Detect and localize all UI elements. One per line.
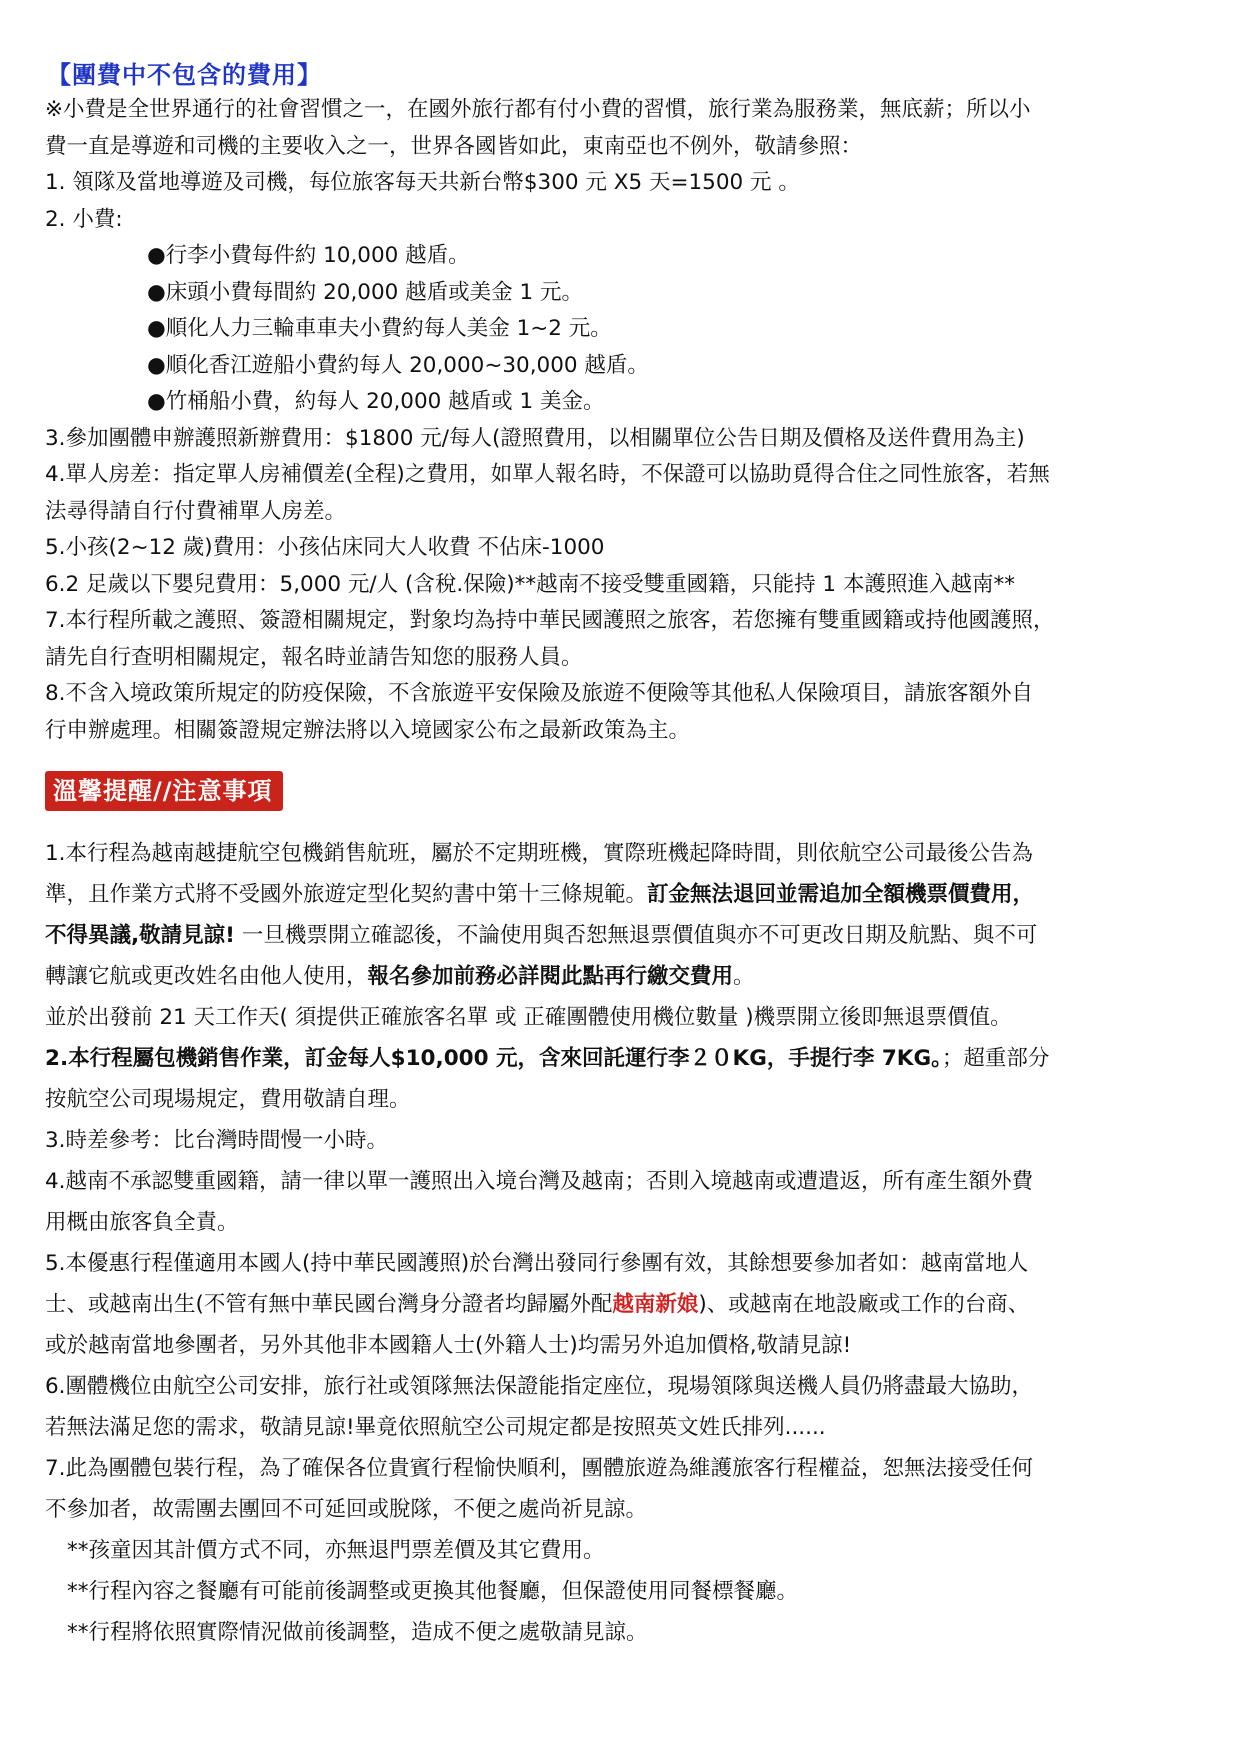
eligibility-line-end: 或於越南當地參團者，另外其他非本國籍人士(外籍人士)均需另外追加價格,敬請見諒! [45,1333,852,1358]
dual-nationality-line-cont: 用概由旅客負全責。 [45,1210,239,1235]
insurance-item-cont: 行申辦處理。相關簽證規定辦法將以入境國家公布之最新政策為主。 [45,717,691,743]
deposit-baggage-text: 訂金每人$10,000 元，含來回託運行李２０KG，手提行李 7KG。 [304,1046,942,1071]
package-tour-line: 7.此為團體包裝行程，為了確保各位貴賓行程愉快順利，團體旅遊為維護旅客行程權益，恕無法接受任何 [45,1456,1034,1481]
tip-bullet-basket-boat: ●竹桶船小費，約每人 20,000 越盾或 1 美金。 [147,389,605,414]
charter-note-line-2 [45,874,1205,915]
tips-heading-item: 2. 小費: [45,206,123,232]
vietnamese-bride-highlight: 越南新娘 [612,1292,699,1317]
seat-assignment-line-cont: 若無法滿足您的需求，敬請見諒!畢竟依照航空公司規定都是按照英文姓氏排列...... [45,1415,826,1440]
passport-fee-item: 3.參加團體申辦護照新辦費用：$1800 元/每人(證照費用，以相關單位公告日期及價格及送件費用為主) [45,425,1025,451]
deposit-warning: 訂金無法退回並需追加全額機票價費用， [647,882,1035,907]
tip-bullet-pillow: ●床頭小費每間約 20,000 越盾或美金 1 元。 [147,279,584,305]
insurance-item: 8.不含入境政策所規定的防疫保險，不含旅遊平安保險及旅遊不便險等其他私人保險項目，請旅客額外自 [45,681,1034,706]
eligibility-line: 5.本優惠行程僅適用本國人(持中華民國護照)於台灣出發同行參團有效，其餘想要參加者如：越南當地人 [45,1251,1029,1276]
note-itinerary: **行程將依照實際情況做前後調整，造成不便之處敬請見諒。 [67,1620,648,1645]
passport-rules-item: 7.本行程所載之護照、簽證相關規定，對象均為持中華民國護照之旅客，若您擁有雙重國籍或持他國護照， [45,608,1055,633]
infant-fee-item: 6.2 足歲以下嬰兒費用：5,000 元/人 (含稅.保險)**越南不接受雙重國籍，只能持 1 本護照進入越南** [45,571,1015,597]
overweight-text: ；超重部分 [941,1046,1050,1071]
single-room-item-cont: 法尋得請自行付費補單人房差。 [45,498,347,524]
deposit-line [45,1038,1205,1079]
single-room-item: 4.單人房差：指定單人房補價差(全程)之費用，如單人報名時，不保證可以協助覓得合住之同性旅客，若無 [45,462,1050,487]
ticket-deadline-line: 並於出發前 21 天工作天( 須提供正確旅客名單 或 正確團體使用機位數量 )機票開立後即無退票價值。 [45,1005,1012,1030]
reminders-title-badge: 溫馨提醒//注意事項 [45,771,283,811]
note-children: **孩童因其計價方式不同，亦無退門票差價及其它費用。 [67,1538,605,1563]
charter-note-line-1: 1.本行程為越南越捷航空包機銷售航班，屬於不定期班機，實際班機起降時間，則依航空公司最後公告為 [45,841,1034,866]
tip-bullet-luggage: ●行李小費每件約 10,000 越盾。 [147,243,470,268]
tipping-intro-line-1: ※小費是全世界通行的社會習慣之一，在國外旅行都有付小費的習慣，旅行業為服務業，無底薪；所以小 [45,97,1031,122]
charter-note-line-4 [45,956,1205,997]
eligibility-text: 士、或越南出生(不管有無中華民國台灣身分證者均歸屬外配 [45,1292,613,1317]
excluded-fees-title: 【團費中不包含的費用】 [47,61,322,89]
tipping-intro-line-2: 費一直是導遊和司機的主要收入之一，世界各國皆如此，東南亞也不例外，敬請參照： [45,133,863,159]
note-restaurants: **行程內容之餐廳有可能前後調整或更換其他餐廳，但保證使用同餐標餐廳。 [67,1579,799,1604]
charter-text: 準，且作業方式將不受國外旅遊定型化契約書中第十三條規範。 [45,882,648,907]
document-page [45,58,1205,1653]
time-difference-line: 3.時差參考：比台灣時間慢一小時。 [45,1128,389,1153]
dual-nationality-line: 4.越南不承認雙重國籍，請一律以單一護照出入境台灣及越南；否則入境越南或遭遣返，所有產生額外費 [45,1169,1034,1194]
read-before-pay-warning: 報名參加前務必詳閱此點再行繳交費用 [367,964,734,989]
tip-bullet-cyclo: ●順化人力三輪車車夫小費約每人美金 1~2 元。 [147,316,612,341]
excluded-fees-section [45,58,1205,749]
tip-bullet-boat: ●順化香江遊船小費約每人 20,000~30,000 越盾。 [147,352,649,378]
charter-sale-text: 2.本行程屬包機銷售作業， [45,1046,305,1071]
charter-note-line-3 [45,915,1205,956]
reminders-section [45,771,1205,1653]
period: 。 [733,964,755,989]
passport-rules-item-cont: 請先自行查明相關規定，報名時並請告知您的服務人員。 [45,644,583,670]
eligibility-line-cont [45,1284,1205,1325]
guide-driver-tip-item: 1. 領隊及當地導遊及司機，每位旅客每天共新台幣$300 元 X5 天=1500 元 。 [45,170,800,195]
ticket-text: 一旦機票開立確認後，不論使用與否恕無退票價值與亦不可更改日期及航點、與不可 [234,923,1038,948]
transfer-text: 轉讓它航或更改姓名由他人使用， [45,964,368,989]
overweight-line: 按航空公司現場規定，費用敬請自理。 [45,1087,411,1112]
eligibility-text-end: )、或越南在地設廠或工作的台商、 [698,1292,1030,1317]
seat-assignment-line: 6.團體機位由航空公司安排，旅行社或領隊無法保證能指定座位，現場領隊與送機人員仍將盡最大協助， [45,1374,1034,1399]
child-fee-item: 5.小孩(2~12 歲)費用：小孩佔床同大人收費 不佔床-1000 [45,535,605,560]
no-objection-warning: 不得異議,敬請見諒! [45,923,235,948]
package-tour-line-cont: 不參加者，故需團去團回不可延回或脫隊，不便之處尚祈見諒。 [45,1497,648,1522]
